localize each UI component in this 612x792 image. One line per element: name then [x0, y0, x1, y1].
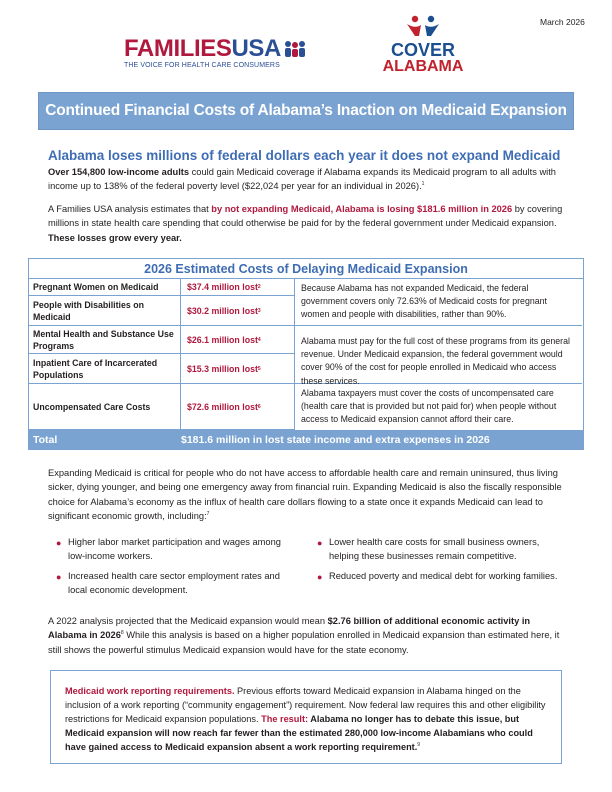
- page-title: Continued Financial Costs of Alabama’s Inaction on Medicaid Expansion: [45, 102, 567, 119]
- list-item: ● Reduced poverty and medical debt for working families.: [317, 571, 558, 582]
- people-icon: [283, 40, 307, 58]
- families-usa-tagline: THE VOICE FOR HEALTH CARE CONSUMERS: [124, 62, 280, 69]
- list-item: ● Increased health care sector employment rates and local economic development.: [56, 571, 280, 595]
- table-row: Inpatient Care of Incarcerated Populations $15.3 million lost 5: [29, 354, 295, 384]
- publication-date: March 2026: [540, 17, 585, 27]
- title-banner: [38, 92, 574, 130]
- table-row: Uncompensated Care Costs $72.6 million lost 6: [29, 384, 295, 430]
- table-explanation: Because Alabama has not expanded Medicaid, the federal government covers only 72.63% of Medicaid costs for pregnant women and people with disabilities, rather than 90%.: [295, 279, 582, 326]
- work-requirements-callout: Medicaid work reporting requirements. Previous efforts toward Medicaid expansion in Alabama hinged on the inclusion of a work reporting (“community engagement”) requirement. Now federal law requires this and other eligibility restrictions for Medicaid expansion populations. The result: Alabama no longer has to debate this issue, but Medicaid expansion will now reach far fewer than the estimated 280,000 low-income Alabamians who could have gained access to Medicaid expansion absent a work reporting requirement.$^9$: [50, 670, 562, 764]
- section-subtitle: Alabama loses millions of federal dollars each year it does not expand Medicaid: [48, 148, 561, 163]
- table-row: Mental Health and Substance Use Programs $26.1 million lost 4: [29, 326, 295, 354]
- table-total-row: Total $181.6 million in lost state income and extra expenses in 2026: [29, 430, 583, 449]
- cost-table: [28, 258, 584, 450]
- intro-paragraph: Over 154,800 low-income adults could gain Medicaid coverage if Alabama expands its Medicaid program to all adults with income up to 138% of the federal poverty level ($22,024 per year for an individual in 2026).$^1$: [48, 167, 556, 192]
- table-row: Pregnant Women on Medicaid $37.4 million lost 2: [29, 279, 295, 296]
- expansion-paragraph: Expanding Medicaid is critical for people who do not have access to affordable health care and remain uninsured, thus living sicker, dying younger, and being one emergency away from financial ruin. Expanding Medicaid is also the fiscally responsible choice for Alabama’s economy as the influx of health care dollars flowing to a state once it expands Medicaid can lead to significant economic growth, including:$^7$: [48, 468, 562, 521]
- table-explanation: Alabama taxpayers must cover the costs of uncompensated care (health care that is provided but not paid for) when people without access to Medicaid expansion cannot afford their care.: [301, 388, 557, 425]
- table-explanation: Alabama must pay for the full cost of these programs from its general revenue. Under Medicaid expansion, the federal government would cover 90% of the cost for people enrolled in Medicaid who access these services.: [295, 326, 582, 384]
- list-item: ● Higher labor market participation and wages among low-income workers.: [56, 537, 281, 561]
- analysis-paragraph: A Families USA analysis estimates that by not expanding Medicaid, Alabama is losing $181.6 million in 2026 by covering millions in state health care spending that could otherwise be paid for by the federal government under Medicaid expansion. These losses grow every year.: [48, 204, 563, 243]
- cover-alabama-people-icon: [403, 15, 443, 37]
- table-row: People with Disabilities on Medicaid $30.2 million lost 3: [29, 296, 295, 326]
- list-item: ● Lower health care costs for small business owners, helping these businesses remain competitive.: [317, 537, 540, 561]
- cover-alabama-logo: COVER ALABAMA: [374, 15, 472, 75]
- table-title: 2026 Estimated Costs of Delaying Medicaid Expansion: [29, 259, 583, 279]
- economic-paragraph: A 2022 analysis projected that the Medicaid expansion would mean $2.76 billion of additional economic activity in Alabama in 2026$^8$ While this analysis is based on a higher population enrolled in Medicaid expansion than estimated here, it still shows the powerful stimulus Medicaid expansion would have for the state economy.: [48, 616, 560, 655]
- families-usa-logo: FAMILIES USA THE VOICE FOR HEALTH CARE CONSUMERS: [124, 37, 307, 69]
